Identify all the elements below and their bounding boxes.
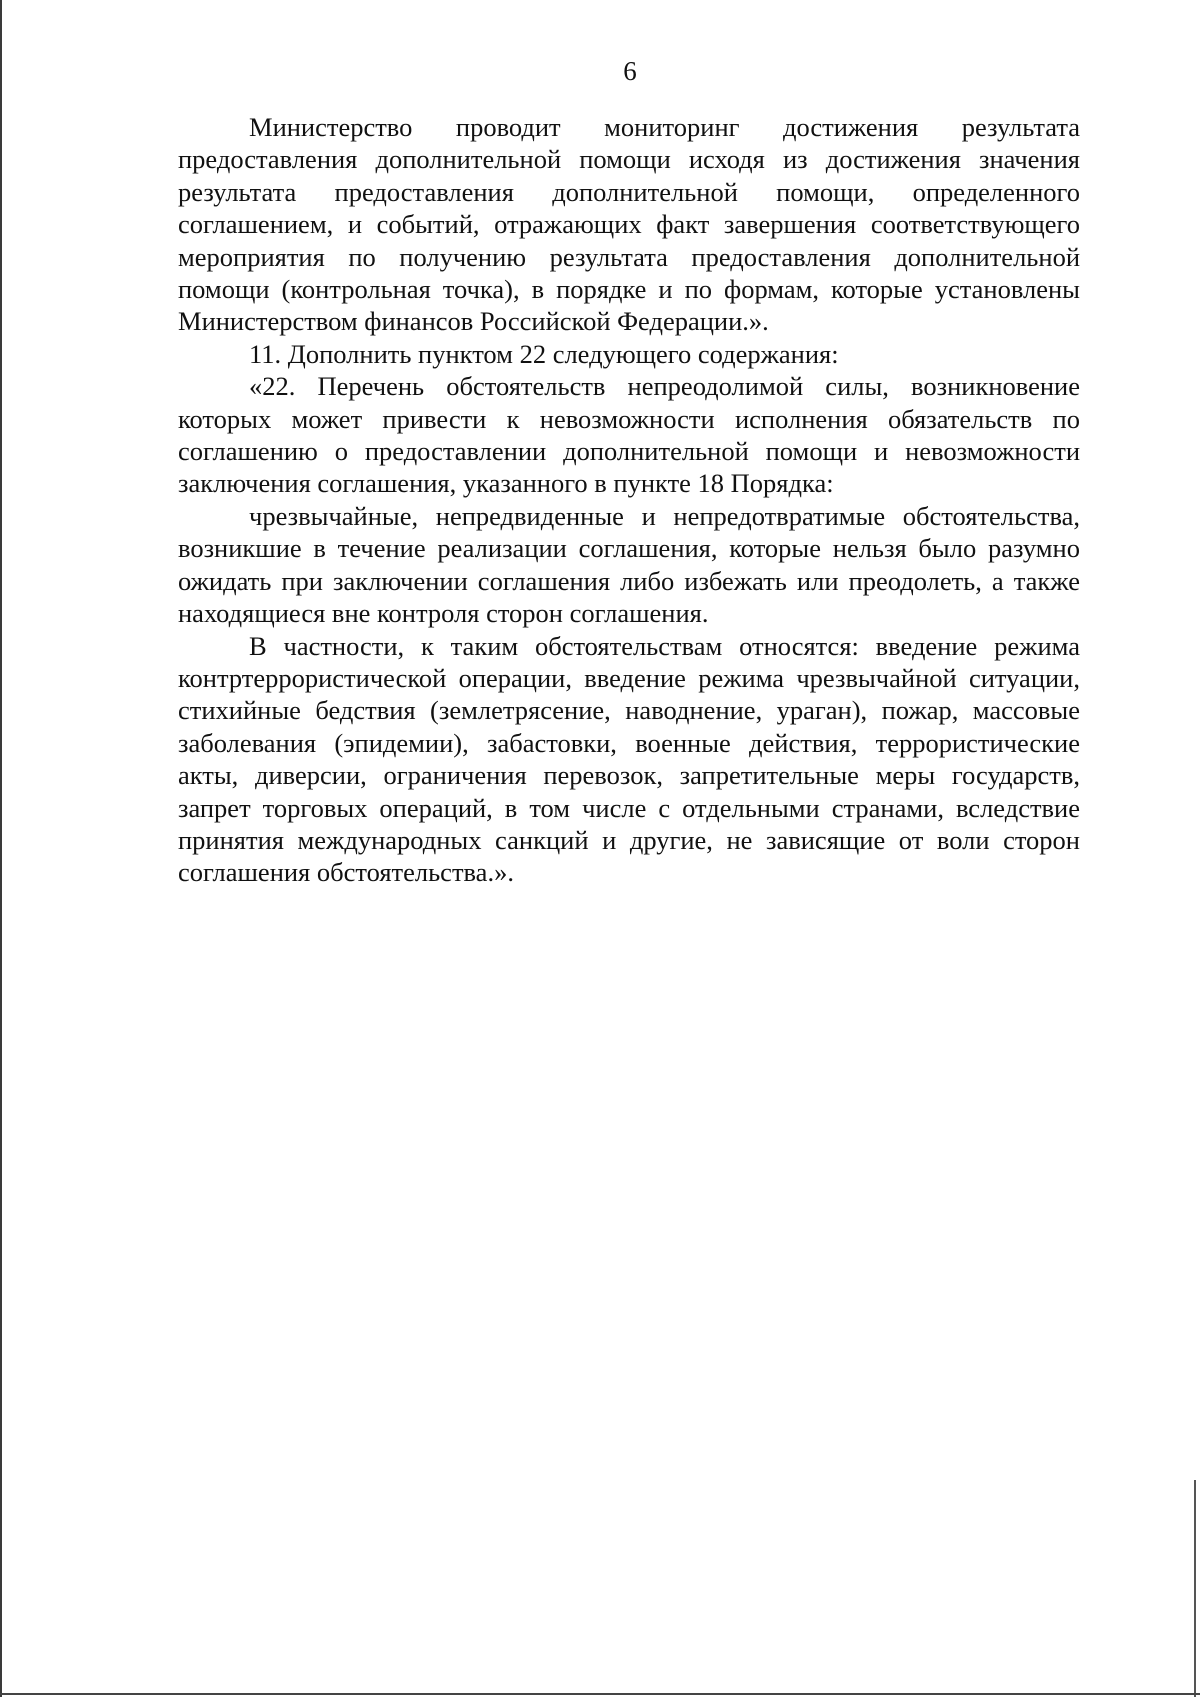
paragraph-monitoring: Министерство проводит мониторинг достижения результата предоставления дополнительной помощи исходя из достижения значения результата предоставления дополнительной помощи, определенного соглашением, и событий, отражающих факт завершения соответствующего мероприятия по получению результата предоставления дополнительной помощи (контрольная точка), в порядке и по формам, которые установлены Министерством финансов Российской Федерации.».	[178, 112, 1080, 337]
document-body	[178, 111, 1080, 889]
paragraph-force-majeure-definition: чрезвычайные, непредвиденные и непредотвратимые обстоятельства, возникшие в течение реализации соглашения, которые нельзя было разумно ожидать при заключении соглашения либо избежать или преодолеть, а также находящиеся вне контроля сторон соглашения.	[178, 500, 1080, 629]
scan-edge-right	[1194, 1480, 1196, 1697]
scan-edge-bottom	[0, 1693, 1200, 1695]
paragraph-item-22: «22. Перечень обстоятельств непреодолимой силы, возникновение которых может привести к невозможности исполнения обязательств по соглашению о предоставлении дополнительной помощи и невозможности заключения соглашения, указанного в пункте 18 Порядка:	[178, 371, 1080, 499]
scan-edge-left	[0, 0, 2, 1697]
paragraph-item-11: 11. Дополнить пунктом 22 следующего содержания:	[249, 338, 839, 369]
page-number: 6	[623, 56, 637, 86]
paragraph-force-majeure-examples: В частности, к таким обстоятельствам относятся: введение режима контртеррористической операции, введение режима чрезвычайной ситуации, стихийные бедствия (землетрясение, наводнение, ураган), пожар, массовые заболевания (эпидемии), забастовки, военные действия, террористические акты, диверсии, ограничения перевозок, запретительные меры государств, запрет торговых операций, в том числе с отдельными странами, вследствие принятия международных санкций и другие, не зависящие от воли сторон соглашения обстоятельства.».	[178, 630, 1080, 888]
